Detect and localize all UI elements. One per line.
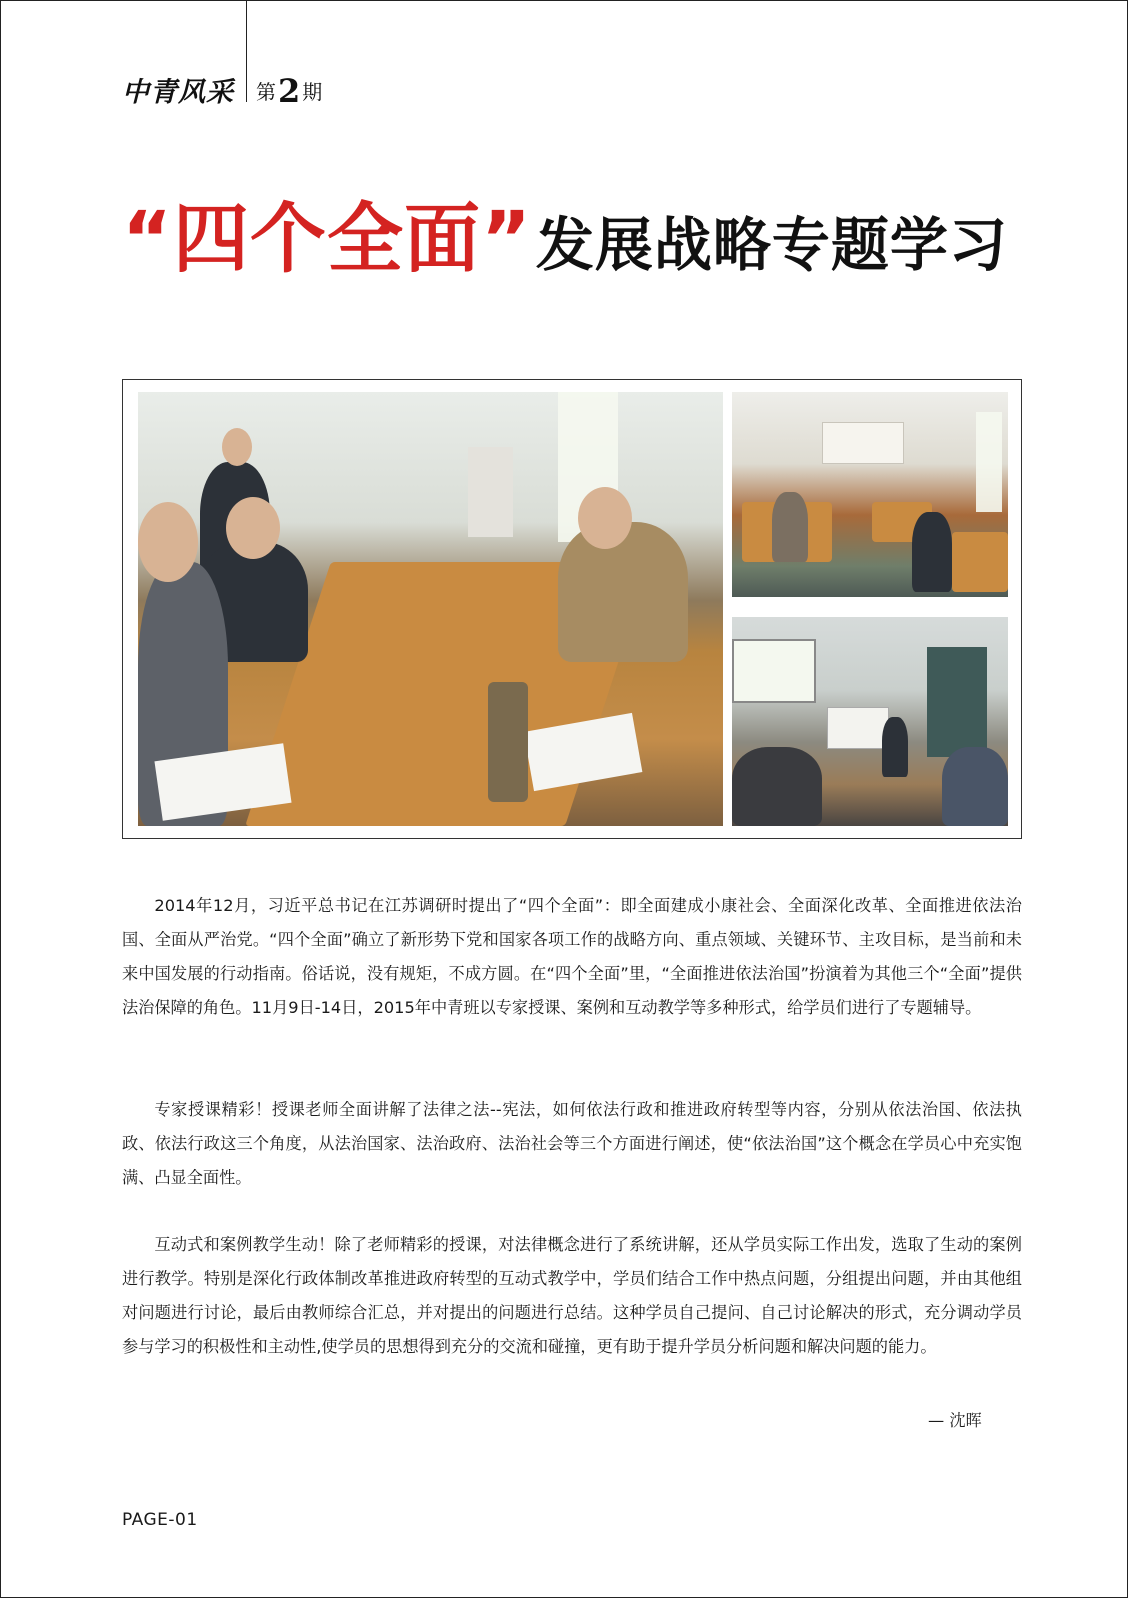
photo-attendee — [732, 747, 822, 826]
article-paragraph-3: 互动式和案例教学生动！除了老师精彩的授课，对法律概念进行了系统讲解，还从学员实际工作出发，选取了生动的案例进行教学。特别是深化行政体制改革推进政府转型的互动式教学中，学员们结合工作中热点问题，分组提出问题，并由其他组对问题进行讨论，最后由教师综合汇总，并对提出的问题进行总结。这种学员自己提问、自己讨论解决的形式，充分调动学员参与学习的积极性和主动性,使学员的思想得到充分的交流和碰撞，更有助于提升学员分析问题和解决问题的能力。 — [122, 1235, 1022, 1356]
photo-attendee — [912, 512, 952, 592]
photo-attendee — [942, 747, 1008, 826]
photo-table — [952, 532, 1008, 592]
issue-number — [256, 72, 322, 110]
title-highlight: “四个全面” — [122, 194, 532, 283]
photo-speaker-head — [222, 428, 252, 466]
photo-whiteboard — [822, 422, 904, 464]
photo-projection-screen — [732, 639, 816, 703]
photo-classroom-groups — [732, 392, 1008, 597]
photo-lecture-room — [732, 617, 1008, 826]
photo-attendee — [772, 492, 808, 562]
photo-window — [976, 412, 1002, 512]
article-paragraph-2: 专家授课精彩！授课老师全面讲解了法律之法--宪法，如何依法行政和推进政府转型等内容，分别从依法治国、依法执政、依法行政这三个角度，从法治国家、法治政府、法治社会等三个方面进行阐述，使“依法治国”这个概念在学员心中充实饱满、凸显全面性。 — [122, 1100, 1022, 1187]
photo-seminar-table — [138, 392, 723, 826]
photo-tea-bottle — [488, 682, 528, 802]
photo-attendee-foreground-head — [138, 502, 198, 582]
photo-air-conditioner — [468, 447, 513, 537]
author-byline: — 沈晖 — [928, 1411, 982, 1430]
photo-attendee-right-head — [578, 487, 632, 549]
photo-curtain — [927, 647, 987, 757]
issue-prefix: 第 — [256, 80, 276, 104]
issue-number-value: 2 — [278, 72, 301, 110]
header-divider — [246, 0, 247, 102]
photo-attendee-right — [558, 522, 688, 662]
article-title — [122, 178, 1022, 287]
photo-collage — [122, 379, 1022, 839]
page-number: PAGE-01 — [122, 1510, 198, 1530]
photo-whiteboard — [827, 707, 889, 749]
photo-attendee-head — [226, 497, 280, 559]
issue-suffix: 期 — [302, 80, 323, 104]
photo-lecturer — [882, 717, 908, 777]
title-rest: 发展战略专题学习 — [535, 211, 1008, 279]
article-paragraph-1: 2014年12月，习近平总书记在江苏调研时提出了“四个全面”：即全面建成小康社会、全面深化改革、全面推进依法治国、全面从严治党。“四个全面”确立了新形势下党和国家各项工作的战略方向、重点领域、关键环节、主攻目标，是当前和未来中国发展的行动指南。俗话说，没有规矩，不成方圆。在“四个全面”里，“全面推进依法治国”扮演着为其他三个“全面”提供法治保障的角色。11月9日-14日，2015年中青班以专家授课、案例和互动教学等多种形式，给学员们进行了专题辅导。 — [122, 896, 1022, 1017]
masthead-logo: 中青风采 — [122, 77, 234, 108]
